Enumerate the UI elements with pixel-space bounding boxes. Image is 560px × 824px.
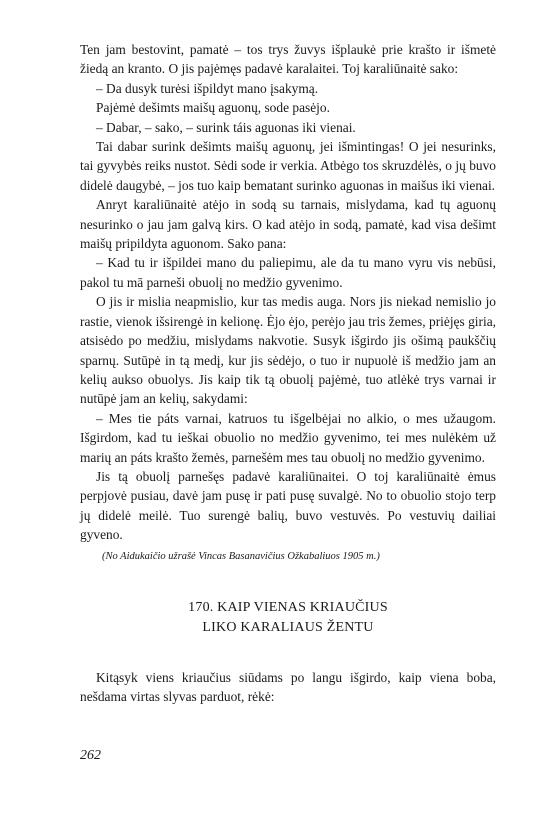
paragraph: Anryt karaliūnaitė atėjo in sodą su tarnais, mislydama, kad tų aguonų nesurinko o jau jam galvą kirs. O kad atėjo in sodą, pamatė, kad visa dešimt maišų pripildyta aguonom. Sako pana: bbox=[80, 197, 496, 252]
chapter-title-line-1: 170. KAIP VIENAS KRIAUČIUS bbox=[188, 599, 388, 615]
page-number: 262 bbox=[80, 748, 101, 763]
dialog-line: – Kad tu ir išpildei mano du paliepimu, ale da tu mano vyru vis nebūsi, pakol tu mā parneši obuolį no medžio gyvenimo. bbox=[80, 255, 496, 290]
dialog-line: – Mes tie páts varnai, katruos tu išgelbėjai no alkio, o mes užaugom. Išgirdom, kad tu ieškai obuolio no medžio gyvenimo, tei mes nulėkėm už marių an páts krašto žemės, parnešėm mes tau obuolį no medžio gyvenimo. bbox=[80, 410, 496, 465]
chapter-title bbox=[80, 598, 496, 638]
paragraph: O jis ir mislia neapmislio, kur tas medis auga. Nors jis niekad nemislio jo rastie, vienok išsirengė in kelionę. Ėjo ėjo, perėjo jau tris žemes, priėjęs giria, atsisėdo po medžiu, mislydams nakvotie. Susyk išgirdo jis ošimą paukščių sparnų. Sutūpė in tą medį, kur jis sėdėjo, o tuo ir nupuolė iš medžio jam an kelių aukso obuolys. Jis kaip tik tą obuolį pajėmė, tuo atlėkė trys varnai ir nutūpė jam an kelių, sakydami: bbox=[80, 294, 496, 407]
source-note: (No Aidukaičio užrašė Vincas Basanavičius Ožkabaliuos 1905 m.) bbox=[102, 550, 380, 562]
dialog-line: – Dabar, – sako, – surink táis aguonas iki vienai. bbox=[96, 119, 356, 135]
chapter-title-line-2: LIKO KARALIAUS ŽENTU bbox=[202, 619, 374, 635]
paragraph: Ten jam bestovint, pamatė – tos trys žuvys išplaukė prie krašto ir išmetė žiedą an kranto. O jis pajėmęs padavė karalaitei. Toj karaliūnaitė sako: bbox=[80, 42, 496, 77]
chapter-paragraph: Kitąsyk viens kriaučius siūdams po langu išgirdo, kaip viena boba, nešdama virtas slyvas parduot, rėkė: bbox=[80, 669, 496, 704]
paragraph: Pajėmė dešimts maišų aguonų, sode pasėjo. bbox=[96, 100, 330, 116]
page-content bbox=[80, 40, 496, 706]
paragraph: Jis tą obuolį parnešęs padavė karaliūnaitei. O toj karaliūnaitė ėmus perpjovė pusiau, davė jam pusę ir pati pusę suvalgė. No to obuolio stojo terp jų didelė meilė. Tuo surengė balių, buvo vestuvės. Po vestuvių dailiai gyveno. bbox=[80, 468, 496, 543]
paragraph: Tai dabar surink dešimts maišų aguonų, jei išmintingas! O jei nesurinks, tai gyvybės reiks nustot. Sėdi sode ir verkia. Atbėgo tos skruzdėlės, o jų buvo didelė daugybė, – jos tuo kaip bematant surinko aguonas in maišus iki vienai. bbox=[80, 139, 496, 193]
dialog-line: – Da dusyk turėsi išpildyt mano įsakymą. bbox=[96, 80, 319, 96]
